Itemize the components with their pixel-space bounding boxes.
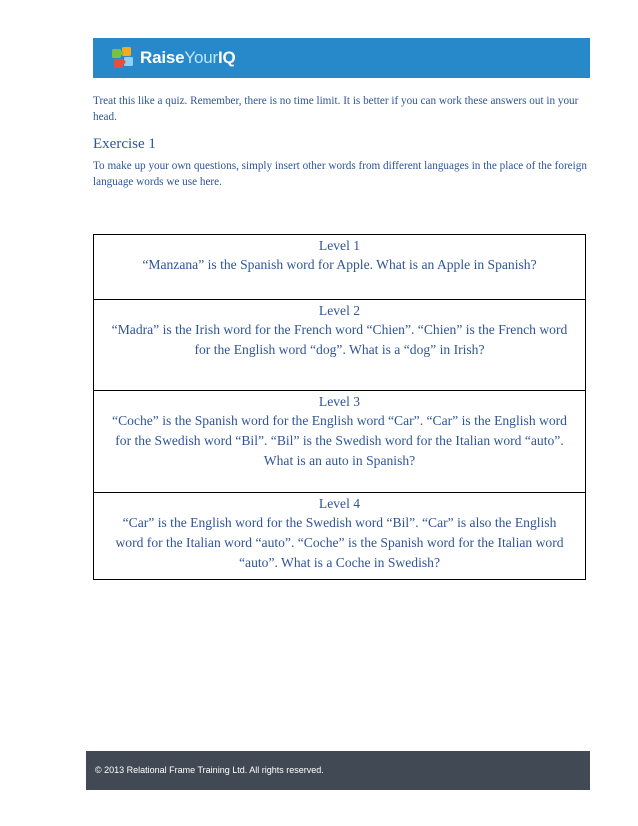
exercise-title: Exercise 1 <box>93 136 156 152</box>
exercise-description: To make up your own questions, simply insert other words from different languages in the place of the foreign language words we use here. <box>93 160 587 188</box>
logo-wordmark <box>140 48 235 68</box>
level-3-question: “Coche” is the Spanish word for the English word “Car”. “Car” is the English word for the Swedish word “Bil”. “Bil” is the Swedish word for the Italian word “auto”. What is an auto in Spanish? <box>112 413 567 468</box>
copyright-text: © 2013 Relational Frame Training Ltd. All rights reserved. <box>95 765 324 775</box>
logo-iq: IQ <box>217 48 236 67</box>
level-2-question: “Madra” is the Irish word for the French word “Chien”. “Chien” is the French word for the English word “dog”. What is a “dog” in Irish? <box>111 322 568 357</box>
level-2-title: Level 2 <box>318 303 361 318</box>
levels-table <box>93 234 586 580</box>
intro-text: Treat this like a quiz. Remember, there is no time limit. It is better if you can work these answers out in your head. <box>93 95 579 123</box>
level-1-cell <box>94 235 585 300</box>
level-1-question: “Manzana” is the Spanish word for Apple. What is an Apple in Spanish? <box>142 257 537 272</box>
level-4-title: Level 4 <box>318 496 361 511</box>
logo-your: Your <box>184 48 218 67</box>
puzzle-pieces-icon <box>111 46 135 70</box>
logo-raise: Raise <box>140 48 185 67</box>
level-4-question: “Car” is the English word for the Swedish word “Bil”. “Car” is also the English word for the Italian word “auto”. “Coche” is the Spanish word for the Italian word “auto”. What is a Coche in Swedish? <box>115 515 564 570</box>
level-4-cell <box>94 493 585 579</box>
level-3-cell <box>94 391 585 493</box>
level-2-cell <box>94 300 585 391</box>
level-1-title: Level 1 <box>318 238 361 253</box>
footer-banner <box>86 751 590 790</box>
raiseyouriq-logo[interactable] <box>111 44 235 72</box>
header-banner <box>93 38 590 78</box>
level-3-title: Level 3 <box>318 394 361 409</box>
